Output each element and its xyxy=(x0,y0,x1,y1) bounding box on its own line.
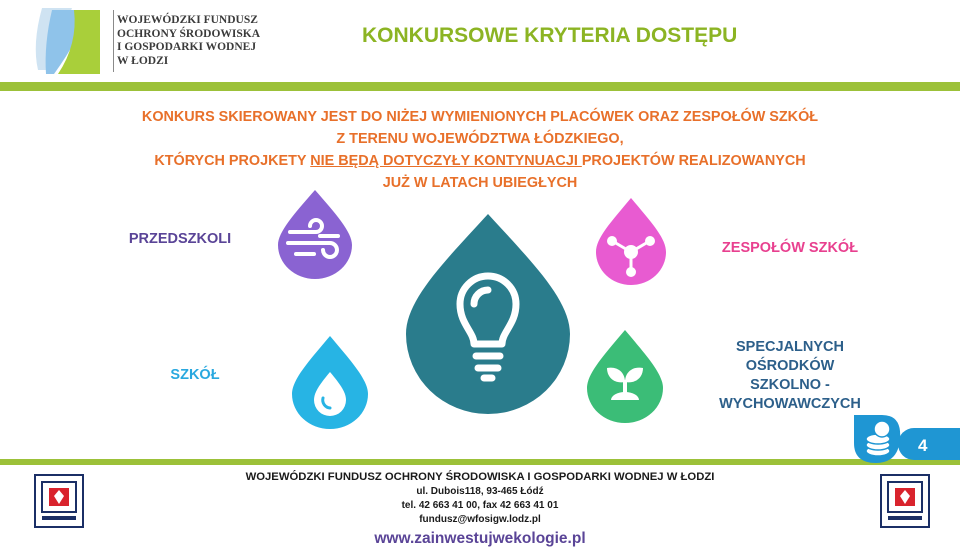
category-szkol: SZKÓŁ xyxy=(170,367,220,383)
slide-title: KONKURSOWE KRYTERIA DOSTĘPU xyxy=(362,24,738,47)
logo-line: I GOSPODARKI WODNEJ xyxy=(117,41,257,53)
logo-line: WOJEWÓDZKI FUNDUSZ xyxy=(117,14,258,26)
wfosigw-logo-icon xyxy=(28,4,102,78)
footer-email[interactable]: fundusz@wfosigw.lodz.pl xyxy=(419,514,541,525)
category-line: SZKOLNO - xyxy=(750,377,830,393)
intro-underlined-text: NIE BĘDĄ DOTYCZYŁY KONTYNUACJI xyxy=(310,153,582,169)
footer-address: ul. Dubois118, 93-465 Łódź xyxy=(416,486,544,497)
category-line: SPECJALNYCH xyxy=(736,339,844,355)
certification-emblem-icon xyxy=(880,474,930,528)
category-line: WYCHOWAWCZYCH xyxy=(719,396,861,412)
category-line: OŚRODKÓW xyxy=(745,358,835,374)
footer-phone: tel. 42 663 41 00, fax 42 663 41 01 xyxy=(401,500,559,511)
footer-org-name: WOJEWÓDZKI FUNDUSZ OCHRONY ŚRODOWISKA I GOSPODARKI WODNEJ W ŁODZI xyxy=(245,471,715,483)
molecule-icon xyxy=(594,196,668,286)
water-drop-icon xyxy=(290,334,370,430)
footer xyxy=(230,470,730,549)
intro-text xyxy=(0,106,960,194)
page-number-badge xyxy=(898,428,960,460)
certification-emblem-icon xyxy=(34,474,84,528)
title-divider-band xyxy=(0,82,960,91)
logo-divider xyxy=(113,10,114,72)
logo-text xyxy=(117,14,287,68)
category-zespoly-szkol: ZESPOŁÓW SZKÓŁ xyxy=(721,240,859,256)
lightbulb-icon xyxy=(404,212,572,416)
intro-line: JUŻ W LATACH UBIEGŁYCH xyxy=(382,175,578,191)
intro-line: KONKURS SKIEROWANY JEST DO NIŻEJ WYMIENIONYCH PLACÓWEK ORAZ ZESPOŁÓW SZKÓŁ xyxy=(141,109,819,125)
coin-stack-icon xyxy=(852,413,902,465)
footer-divider-band xyxy=(0,459,960,465)
intro-text-segment: KTÓRYCH PROJKETY xyxy=(154,153,311,169)
wind-icon xyxy=(276,188,354,280)
category-przedszkoli: PRZEDSZKOLI xyxy=(128,231,232,247)
logo-line: W ŁODZI xyxy=(117,54,169,67)
category-specjalnych xyxy=(700,338,880,414)
page-number: 4 xyxy=(918,436,928,455)
sprout-icon xyxy=(585,328,665,424)
intro-line: Z TERENU WOJEWÓDZTWA ŁÓDZKIEGO, xyxy=(336,131,624,147)
logo-line: OCHRONY ŚRODOWISKA xyxy=(117,27,261,40)
intro-line xyxy=(0,150,960,172)
intro-text-segment: PROJEKTÓW REALIZOWANYCH xyxy=(581,153,806,169)
footer-website-link[interactable]: www.zainwestujwekologie.pl xyxy=(374,530,586,547)
